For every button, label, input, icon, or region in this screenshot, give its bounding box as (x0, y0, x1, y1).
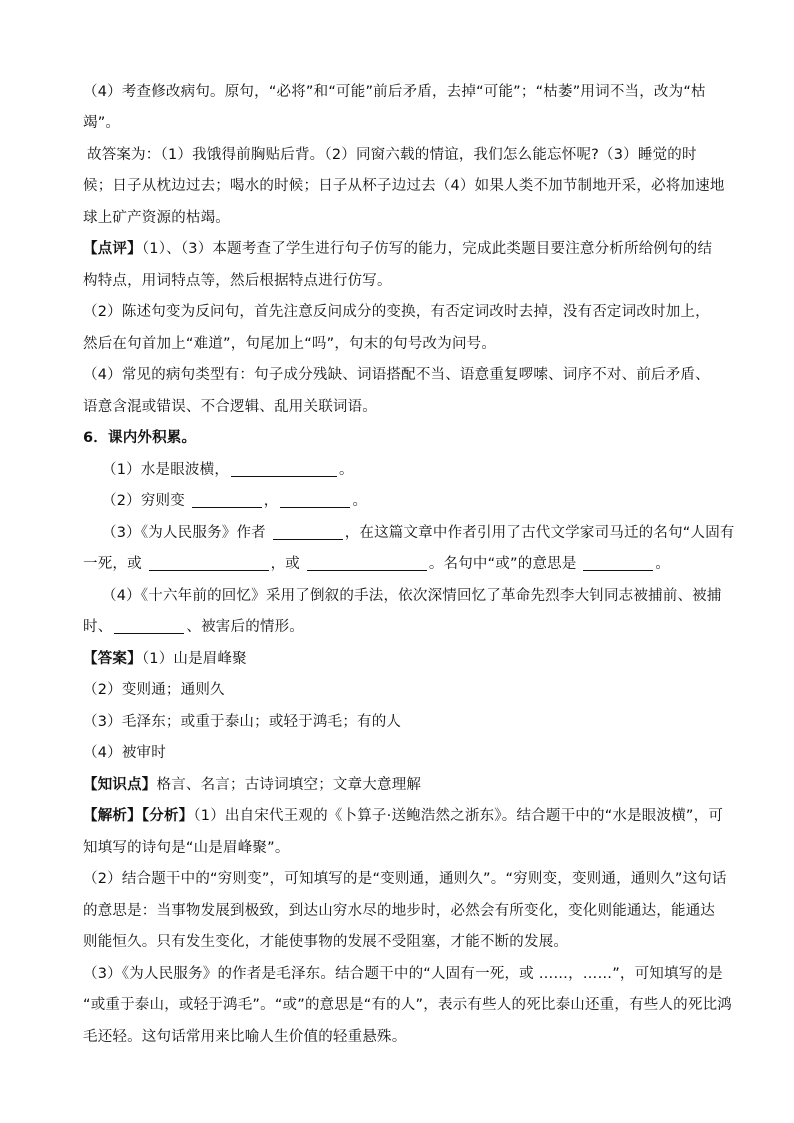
knowledge-line (83, 775, 421, 795)
answer-blank (273, 524, 343, 540)
line-text: 语意含混或错误、不合逻辑、乱用关联词语。 (83, 399, 377, 415)
answer-tag: 【答案】 (83, 651, 142, 667)
text-line (83, 397, 377, 417)
line-text: （1）山是眉峰聚 (141, 651, 247, 667)
line-text: 候；日子从枕边过去；喝水的时候；日子从杯子边过去（4）如果人类不加节制地开采，必将加速地 (83, 178, 725, 194)
line-text: （3）《为人民服务》的作者是毛泽东。结合题干中的“人固有一死，或 ……，……”，可知填写的是 (83, 966, 723, 982)
analysis-line (83, 806, 723, 826)
fill-blank-line (83, 554, 670, 574)
line-text: （4）常见的病句类型有：句子成分残缺、词语搭配不当、语意重复啰嗦、词序不对、前后矛盾、 (83, 367, 710, 383)
answer-blank (149, 555, 269, 571)
answer-blank (583, 555, 653, 571)
line-text: （2）穷则变 (102, 493, 190, 509)
line-text: 。 (655, 556, 671, 572)
text-line (83, 964, 723, 984)
question-text: ．课内外积累。 (93, 430, 197, 446)
line-text: （1）、（3）本题考查了学生进行句子仿写的能力，完成此类题目要注意分析所给例句的结 (141, 241, 713, 257)
line-text: （1）出自宋代王观的《卜算子·送鲍浩然之浙东》。结合题干中的“水是眼波横”，可 (193, 808, 724, 824)
line-text: （3）毛泽东；或重于泰山；或轻于鸿毛；有的人 (83, 714, 402, 730)
line-text: （2）陈述句变为反问句，首先注意反问成分的变换，有否定词改时去掉，没有否定词改时加上， (83, 304, 710, 320)
line-text: 、被害后的情形。 (186, 619, 305, 635)
comment-tag: 【点评】 (83, 241, 142, 257)
line-text: 。 (352, 493, 368, 509)
analysis-tag: 【解析】【分析】 (83, 808, 194, 824)
text-line (83, 271, 392, 291)
line-text: 知填写的诗句是“山是眉峰聚”。 (83, 840, 290, 856)
line-text: 时、 (83, 619, 113, 635)
text-line (83, 302, 710, 322)
line-text: ， (263, 493, 279, 509)
answer-blank (231, 461, 337, 477)
text-line (83, 113, 120, 133)
line-text: （4）《十六年前的回忆》采用了倒叙的手法，依次深情回忆了革命先烈李大钊同志被捕前、被捕 (102, 588, 722, 604)
line-text: “或重于泰山，或轻于鸿毛”。“或”的意思是“有的人”，表示有些人的死比泰山还重，有些人的死比鸿 (83, 997, 732, 1013)
line-text: 的意思是：当事物发展到极致，到达山穷水尽的地步时，必然会有所变化，变化则能通达，能通达 (83, 903, 716, 919)
text-line (83, 334, 496, 354)
text-line (83, 869, 727, 889)
fill-blank-line (83, 617, 304, 637)
line-text: 毛还轻。这句话常用来比喻人生价值的轻重悬殊。 (83, 1029, 407, 1045)
text-line (83, 838, 290, 858)
line-text: 一死，或 (83, 556, 147, 572)
line-text: （4）被审时 (83, 745, 166, 761)
line-text: 构特点，用词特点等，然后根据特点进行仿写。 (83, 273, 392, 289)
line-text: （3）《为人民服务》作者 (102, 525, 271, 541)
answer-blank (192, 492, 262, 508)
line-text: （2）结合题干中的“穷则变”，可知填写的是“变则通，通则久”。“穷则变，变则通，通则久”这句话 (83, 871, 727, 887)
text-line (83, 901, 715, 921)
answer-blank (280, 492, 350, 508)
line-text: ，或 (270, 556, 305, 572)
question-number: 6 (83, 430, 94, 446)
line-text: 竭”。 (83, 115, 121, 131)
text-line (83, 208, 230, 228)
text-line (83, 932, 568, 952)
text-line (83, 176, 725, 196)
answer-line (83, 649, 247, 669)
line-text: （1）水是眼波横， (102, 462, 230, 478)
answer-blank (114, 618, 184, 634)
text-line (83, 680, 225, 700)
knowledge-tag: 【知识点】 (83, 777, 157, 793)
line-text: 则能恒久。只有发生变化，才能使事物的发展不受阻塞，才能不断的发展。 (83, 934, 569, 950)
line-text: 然后在句首加上“难道”，句尾加上“吗”，句末的句号改为问号。 (83, 336, 497, 352)
line-text: 格言、名言；古诗词填空；文章大意理解 (156, 777, 422, 793)
text-line (83, 743, 166, 763)
text-line (83, 712, 401, 732)
text-line (83, 82, 706, 102)
line-text: 。 (339, 462, 354, 478)
fill-blank-line (102, 491, 367, 511)
text-line (83, 995, 732, 1015)
line-text: ，在这篇文章中作者引用了古代文学家司马迁的名句“人固有 (344, 525, 735, 541)
line-text: 。名句中“或”的意思是 (428, 556, 582, 572)
line-text: 故答案为：（1）我饿得前胸贴后背。（2）同窗六载的情谊，我们怎么能忘怀呢?（3）睡觉的时 (87, 147, 697, 163)
comment-line (83, 239, 712, 259)
answer-blank (307, 555, 427, 571)
question-title (83, 428, 196, 448)
fill-blank-line (102, 523, 735, 543)
line-text: （2）变则通；通则久 (83, 682, 225, 698)
text-line (83, 365, 710, 385)
line-text: （4）考查修改病句。原句，“必将”和“可能”前后矛盾，去掉“可能”；“枯萎”用词不当，改为“枯 (83, 84, 706, 100)
line-text: 球上矿产资源的枯竭。 (83, 210, 230, 226)
fill-blank-line (102, 460, 354, 480)
answer-summary-line (87, 145, 697, 165)
text-line (102, 586, 722, 606)
text-line (83, 1027, 406, 1047)
